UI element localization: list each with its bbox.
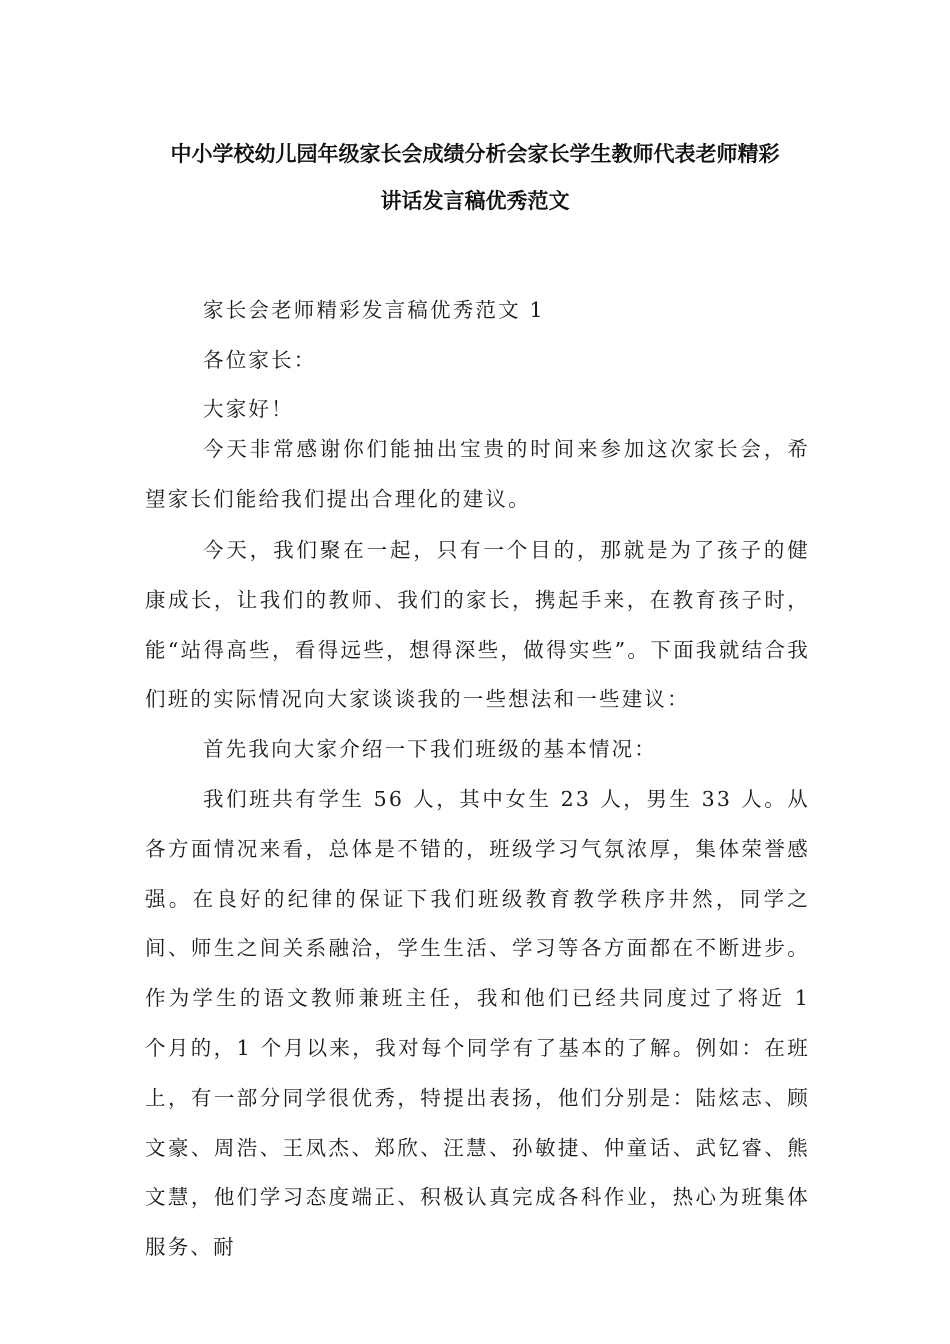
paragraph-purpose: 今天，我们聚在一起，只有一个目的，那就是为了孩子的健康成长，让我们的教师、我们的家长，携起手来，在教育孩子时，能“站得高些，看得远些，想得深些，做得实些”。下面我就结合我们班的实际情况向大家谈谈我的一些想法和一些建议： [145,538,810,712]
paragraph-thanks: 今天非常感谢你们能抽出宝贵的时间来参加这次家长会，希望家长们能给我们提出合理化的建议。 [145,437,810,511]
salutation: 各位家长： [203,348,317,372]
paragraph-class-situation: 我们班共有学生 56 人，其中女生 23 人，男生 33 人。从各方面情况来看，总体是不错的，班级学习气氛浓厚，集体荣誉感强。在良好的纪律的保证下我们班级教育教学秩序井然，同学之间、师生之间关系融洽，学生生活、学习等各方面都在不断进步。作为学生的语文教师兼班主任，我和他们已经共同度过了将近 1 个月的，1 个月以来，我对每个同学有了基本的了解。例如：在班上，有一部分同学很优秀，特提出表扬，他们分别是：陆炫志、顾文豪、周浩、王凤杰、郑欣、汪慧、孙敏捷、仲童话、武钇睿、熊文慧，他们学习态度端正、积极认真完成各科作业，热心为班集体服务、耐 [145,787,810,1260]
document-title-line-1: 中小学校幼儿园年级家长会成绩分析会家长学生教师代表老师精彩 [170,142,780,166]
paragraph-intro: 首先我向大家介绍一下我们班级的基本情况： [203,737,657,761]
section-heading: 家长会老师精彩发言稿优秀范文 1 [203,298,545,322]
document-title-line-2: 讲话发言稿优秀范文 [380,189,570,213]
greeting: 大家好！ [203,397,294,421]
